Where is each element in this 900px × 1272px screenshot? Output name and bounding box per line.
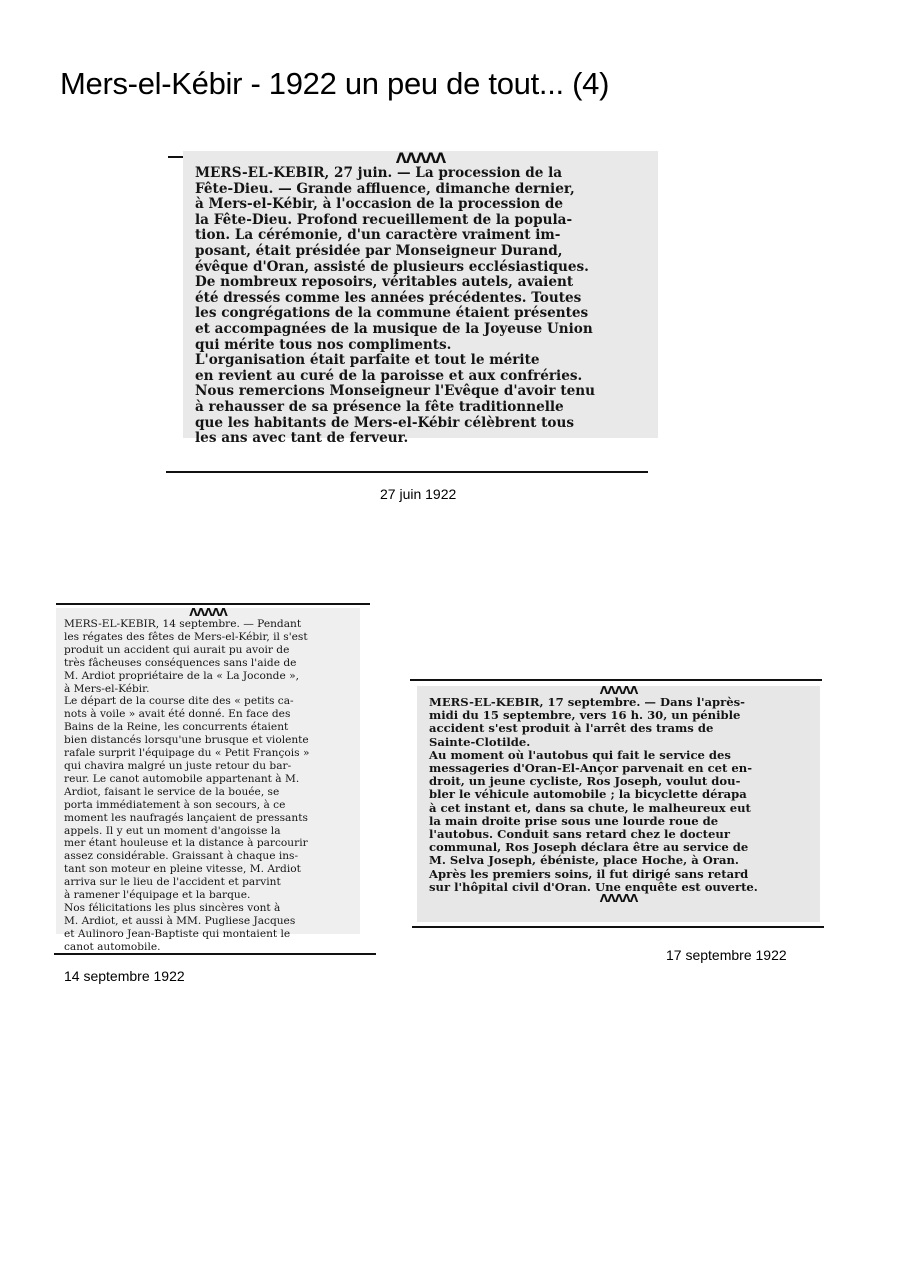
article-line: en revient au curé de la paroisse et aux confréries. bbox=[195, 367, 583, 384]
article-line: M. Selva Joseph, ébéniste, place Hoche, à Oran. bbox=[429, 853, 739, 868]
article-line: MERS-EL-KEBIR, 27 juin. — La procession de la bbox=[195, 165, 563, 181]
article-line: et accompagnées de la musique de la Joyeuse Union bbox=[195, 320, 593, 337]
article-line: à Mers-el-Kébir, à l'occasion de la procession de bbox=[195, 196, 563, 213]
ornament-top: ɅɅɅɅɅ bbox=[599, 684, 638, 697]
article-line: les congrégations de la commune étaient présentes bbox=[195, 305, 589, 322]
article-line: à ramener l'équipage et la barque. bbox=[64, 889, 251, 902]
clip2-top-rule bbox=[56, 603, 370, 605]
article-line: à rehausser de sa présence la fête traditionnelle bbox=[195, 398, 564, 415]
article-line: MERS-EL-KEBIR, 17 septembre. — Dans l'après- bbox=[429, 695, 745, 709]
article-line: arriva sur le lieu de l'accident et parvint bbox=[64, 876, 281, 889]
caption-27-juin: 27 juin 1922 bbox=[380, 486, 457, 502]
article-line: à cet instant et, dans sa chute, le malheureux eut bbox=[429, 800, 751, 815]
caption-17-septembre: 17 septembre 1922 bbox=[666, 947, 787, 963]
article-line: tant son moteur en pleine vitesse, M. Ardiot bbox=[64, 863, 301, 876]
article-line: bien distancés lorsqu'une brusque et violente bbox=[64, 734, 309, 747]
article-line: canot automobile. bbox=[64, 940, 161, 953]
article-line: Après les premiers soins, il fut dirigé sans retard bbox=[429, 866, 749, 881]
article-line: Nous remercions Monseigneur l'Evêque d'avoir tenu bbox=[195, 383, 596, 400]
article-line: Ardiot, faisant le service de la bouée, se bbox=[64, 785, 280, 798]
newspaper-clipping-regates bbox=[56, 606, 360, 953]
article-line: à Mers-el-Kébir. bbox=[64, 682, 150, 695]
article-line: messageries d'Oran-El-Ançor parvenait en cet en- bbox=[429, 761, 753, 776]
article-line: mer étant houleuse et la distance à parcourir bbox=[64, 837, 308, 850]
article-line: la Fête-Dieu. Profond recueillement de la popula- bbox=[195, 211, 573, 228]
ornament-bottom: ɅɅɅɅɅ bbox=[599, 892, 638, 906]
newspaper-clipping-accident bbox=[417, 686, 820, 922]
article-line: MERS-EL-KEBIR, 14 septembre. — Pendant bbox=[64, 618, 302, 630]
ornament-top: ɅɅɅɅɅ bbox=[189, 606, 227, 619]
article-line: évêque d'Oran, assisté de plusieurs ecclésiastiques. bbox=[195, 258, 589, 275]
article-line: Sainte-Clotilde. bbox=[429, 734, 531, 749]
article-line: reur. Le canot automobile appartenant à M. bbox=[64, 772, 300, 785]
article-line: tion. La cérémonie, d'un caractère vraiment im- bbox=[195, 227, 561, 244]
article-line: sur l'hôpital civil d'Oran. Une enquête est ouverte. bbox=[429, 879, 758, 894]
article-line: midi du 15 septembre, vers 16 h. 30, un pénible bbox=[429, 708, 741, 723]
article-line: Nos félicitations les plus sincères vont à bbox=[64, 901, 281, 914]
clip2-bottom-rule bbox=[54, 953, 376, 955]
article-line: appels. Il y eut un moment d'angoisse la bbox=[64, 824, 281, 837]
article-line: Le départ de la course dite des « petits ca- bbox=[64, 695, 294, 708]
clip3-top-rule bbox=[410, 679, 822, 681]
clip3-bottom-rule bbox=[412, 926, 824, 928]
article-line: porta immédiatement à son secours, à ce bbox=[64, 798, 286, 811]
ornament-top: ɅɅɅɅɅ bbox=[395, 151, 446, 167]
article-line: été dressés comme les années précédentes. Toutes bbox=[195, 289, 582, 306]
article-line: L'organisation était parfaite et tout le mérite bbox=[195, 352, 540, 369]
article-line: Fête-Dieu. — Grande affluence, dimanche dernier, bbox=[195, 180, 575, 197]
newspaper-clipping-fete-dieu bbox=[183, 151, 658, 447]
article-line: produit un accident qui aurait pu avoir de bbox=[64, 643, 290, 656]
article-line: De nombreux reposoirs, véritables autels, avaient bbox=[195, 274, 574, 291]
article-line: que les habitants de Mers-el-Kébir célèbrent tous bbox=[195, 414, 575, 431]
article-line: moment les naufragés lançaient de pressants bbox=[64, 811, 308, 824]
article-line: Au moment où l'autobus qui fait le service des bbox=[429, 747, 731, 762]
article-line: qui mérite tous nos compliments. bbox=[195, 336, 452, 353]
page-title: Mers-el-Kébir - 1922 un peu de tout... (4) bbox=[60, 66, 610, 101]
clip1-bottom-rule bbox=[166, 471, 648, 473]
article-line: M. Ardiot propriétaire de la « La Joconde », bbox=[64, 669, 299, 682]
article-line: nots à voile » avait été donné. En face des bbox=[64, 708, 291, 721]
article-line: posant, était présidée par Monseigneur Durand, bbox=[195, 242, 563, 259]
article-line: très fâcheuses conséquences sans l'aide de bbox=[64, 656, 297, 669]
article-line: accident s'est produit à l'arrêt des trams de bbox=[429, 721, 714, 736]
article-line: la main droite prise sous une lourde roue de bbox=[429, 813, 719, 828]
article-line: bler le véhicule automobile ; la bicyclette dérapa bbox=[429, 787, 747, 802]
article-line: et Aulinoro Jean-Baptiste qui montaient le bbox=[64, 927, 291, 940]
article-line: droit, un jeune cycliste, Ros Joseph, voulut dou- bbox=[429, 774, 741, 789]
article-line: rafale surprit l'équipage du « Petit François » bbox=[64, 747, 310, 760]
article-line: l'autobus. Conduit sans retard chez le docteur bbox=[429, 827, 730, 842]
article-line: Bains de la Reine, les concurrents étaient bbox=[64, 721, 289, 734]
article-line: M. Ardiot, et aussi à MM. Pugliese Jacques bbox=[64, 914, 296, 927]
caption-14-septembre: 14 septembre 1922 bbox=[64, 968, 185, 984]
article-line: les ans avec tant de ferveur. bbox=[195, 430, 409, 447]
article-line: assez considérable. Graissant à chaque ins- bbox=[64, 850, 299, 863]
article-line: qui chavira malgré un juste retour du bar- bbox=[64, 759, 292, 772]
article-line: les régates des fêtes de Mers-el-Kébir, il s'est bbox=[64, 630, 308, 643]
article-line: communal, Ros Joseph déclara être au service de bbox=[429, 840, 749, 855]
